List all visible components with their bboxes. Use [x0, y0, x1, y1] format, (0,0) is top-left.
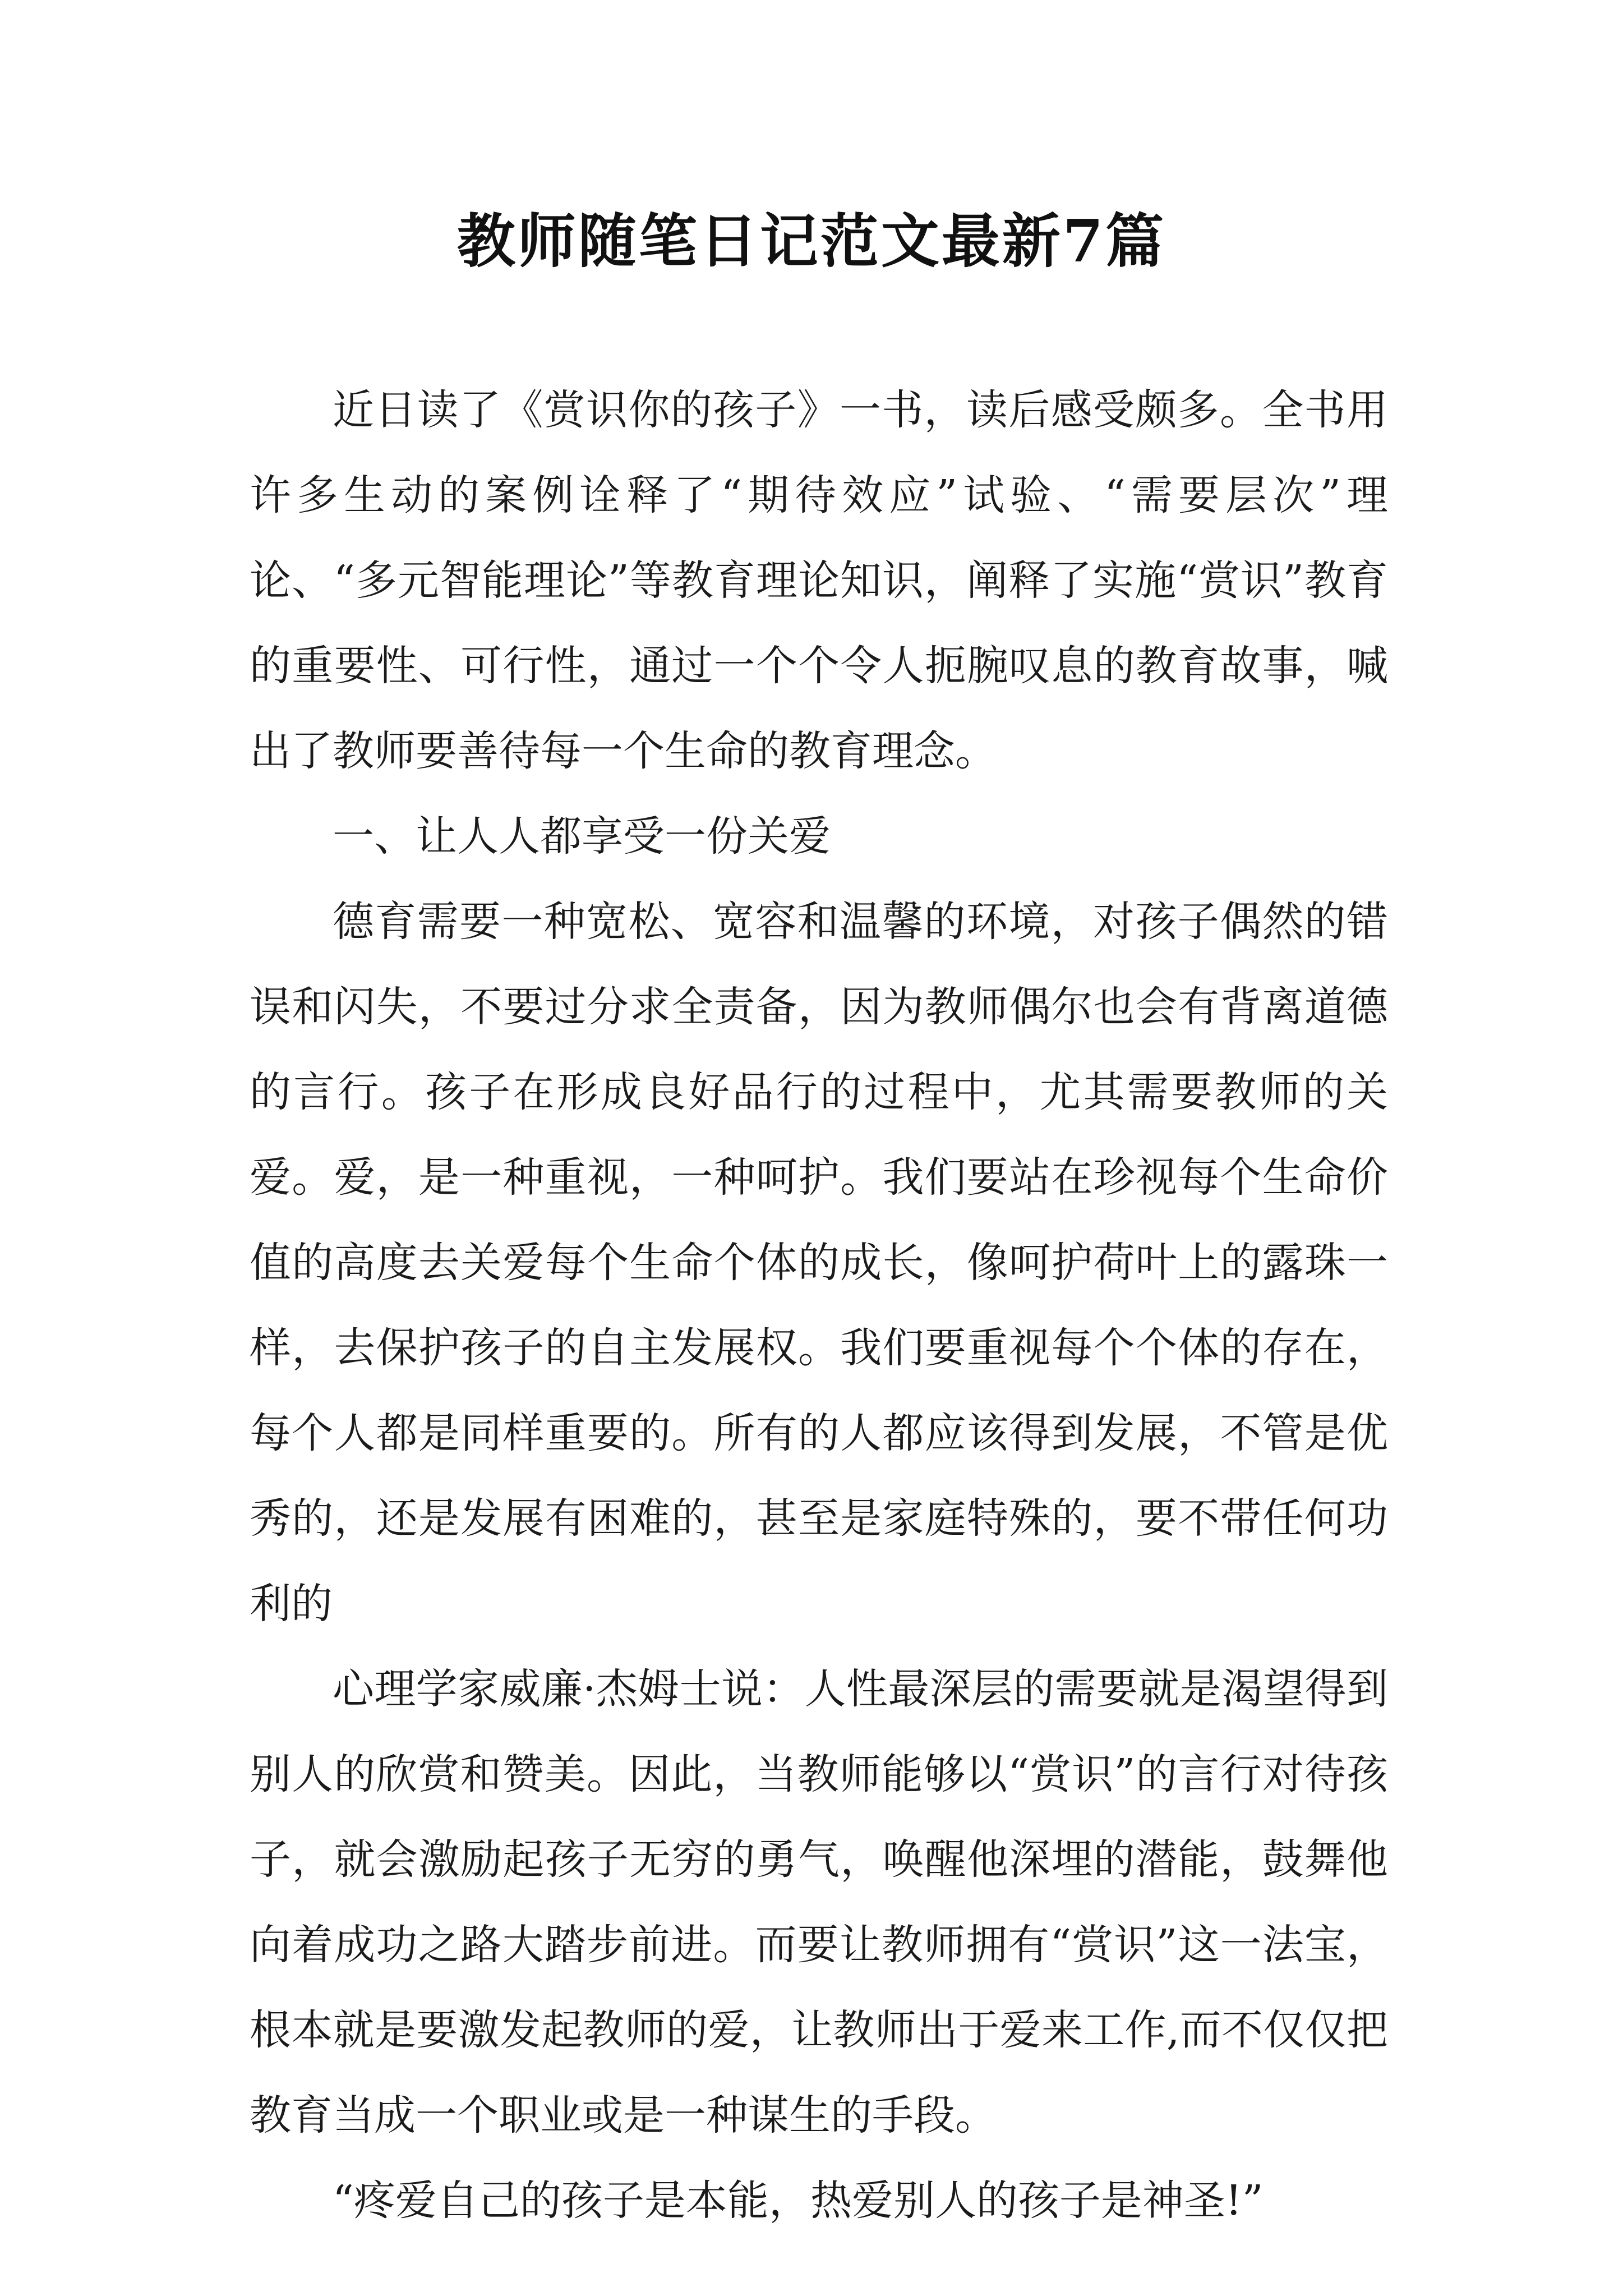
paragraph-closing-quote: “疼爱自己的孩子是本能，热爱别人的孩子是神圣!”	[333, 2177, 1264, 2225]
paragraph-moral-education: 德育需要一种宽松、宽容和温馨的环境，对孩子偶然的错误和闪失，不要过分求全责备，因为教师偶尔也会有背离道德的言行。孩子在形成良好品行的过程中，尤其需要教师的关爱。爱，是一种重视，一种呵护。我们要站在珍视每个生命价值的高度去关爱每个生命个体的成长，像呵护荷叶上的露珠一样，去保护孩子的自主发展权。我们要重视每个个体的存在，每个人都是同样重要的。所有的人都应该得到发展，不管是优秀的，还是发展有困难的，甚至是家庭特殊的，要不带任何功利的	[250, 898, 1388, 1628]
section-heading-1: 一、让人人都享受一份关爱	[333, 812, 831, 861]
paragraph-intro: 近日读了《赏识你的孩子》一书，读后感受颇多。全书用许多生动的案例诠释了“期待效应”试验、“需要层次”理论、“多元智能理论”等教育理论知识，阐释了实施“赏识”教育的重要性、可行性，通过一个个令人扼腕叹息的教育故事，喊出了教师要善待每一个生命的教育理念。	[250, 386, 1388, 775]
document-body	[250, 367, 1388, 2243]
document-title: 教师随笔日记范文最新7篇	[457, 206, 1166, 275]
paragraph-psychologist-quote: 心理学家威廉·杰姆士说：人性最深层的需要就是渴望得到别人的欣赏和赞美。因此，当教师能够以“赏识”的言行对待孩子，就会激励起孩子无穷的勇气，唤醒他深埋的潜能，鼓舞他向着成功之路大踏步前进。而要让教师拥有“赏识”这一法宝，根本就是要激发起教师的爱，让教师出于爱来工作,而不仅仅把教育当成一个职业或是一种谋生的手段。	[250, 1665, 1388, 2139]
